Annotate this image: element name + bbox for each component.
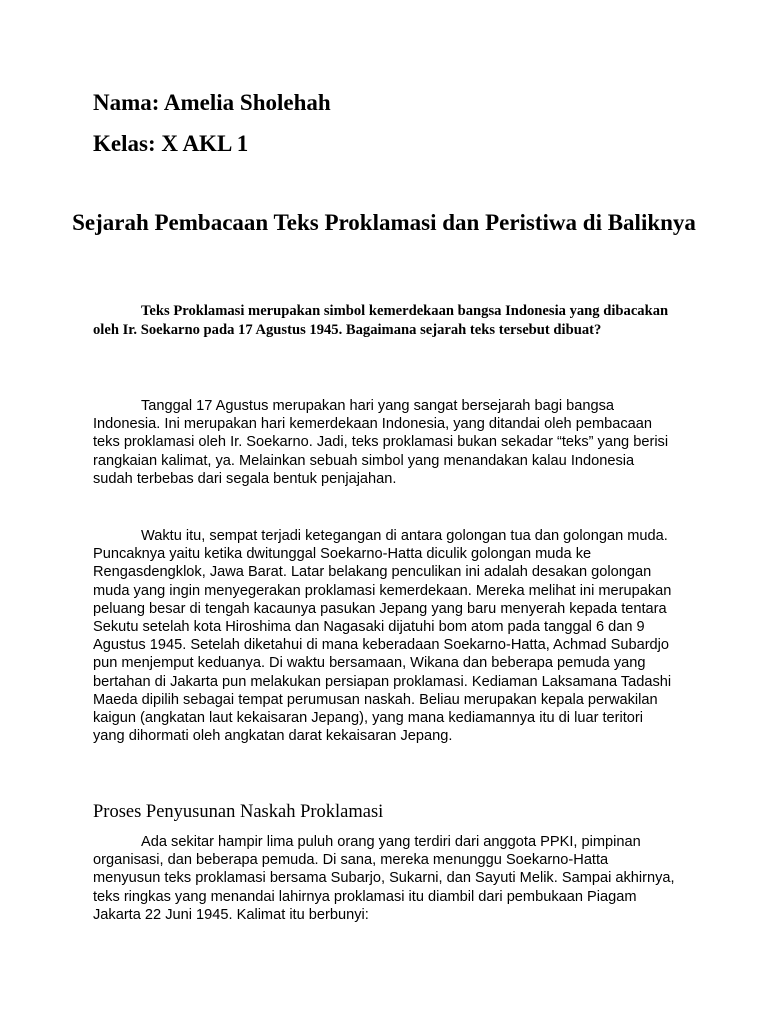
section-heading: Proses Penyusunan Naskah Proklamasi (93, 802, 384, 822)
section-paragraph: Ada sekitar hampir lima puluh orang yang terdiri dari anggota PPKI, pimpinan organisasi, dan beberapa pemuda. Di sana, mereka menunggu Soekarno-Hatta menyusun teks proklamasi bersama Subarjo, Sukarni, dan Sayuti Melik. Sampai akhirnya, teks ringkas yang menandai lahirnya proklamasi itu diambil dari pembukaan Piagam Jakarta 22 Juni 1945. Kalimat itu berbunyi: (93, 834, 675, 923)
student-name: Nama: Amelia Sholehah (93, 90, 331, 115)
student-class: Kelas: X AKL 1 (93, 131, 249, 156)
body-paragraph-2: Waktu itu, sempat terjadi ketegangan di antara golongan tua dan golongan muda. Puncaknya yaitu ketika dwitunggal Soekarno-Hatta diculik golongan muda ke Rengasdengklok, Jawa Barat. Latar belakang penculikan ini adalah desakan golongan muda yang ingin menyegerakan proklamasi kemerdekaan. Mereka melihat ini merupakan peluang besar di tengah kacaunya pasukan Jepang yang baru menyerah kepada tentara Sekutu setelah kota Hiroshima dan Nagasaki dijatuhi bom atom pada tanggal 6 dan 9 Agustus 1945. Setelah diketahui di mana keberadaan Soekarno-Hatta, Achmad Subardjo pun menjemput keduanya. Di waktu bersamaan, Wikana dan beberapa pemuda yang bertahan di Jakarta pun melakukan persiapan proklamasi. Kediaman Laksamana Tadashi Maeda dipilih sebagai tempat perumusan naskah. Beliau merupakan kepala perwakilan kaigun (angkatan laut kekaisaran Jepang), yang mana kediamannya itu di luar teritori yang dihormati oleh angkatan darat kekaisaran Jepang. (93, 528, 672, 745)
document-title: Sejarah Pembacaan Teks Proklamasi dan Peristiwa di Baliknya (72, 210, 696, 235)
body-paragraph-1: Tanggal 17 Agustus merupakan hari yang sangat bersejarah bagi bangsa Indonesia. Ini merupakan hari kemerdekaan Indonesia, yang ditandai oleh pembacaan teks proklamasi oleh Ir. Soekarno. Jadi, teks proklamasi bukan sekadar “teks” yang berisi rangkaian kalimat, ya. Melainkan sebuah simbol yang menandakan kalau Indonesia sudah terbebas dari segala bentuk penjajahan. (93, 398, 669, 487)
intro-paragraph: Teks Proklamasi merupakan simbol kemerdekaan bangsa Indonesia yang dibacakan oleh Ir. Soekarno pada 17 Agustus 1945. Bagaimana sejarah teks tersebut dibuat? (93, 303, 669, 338)
